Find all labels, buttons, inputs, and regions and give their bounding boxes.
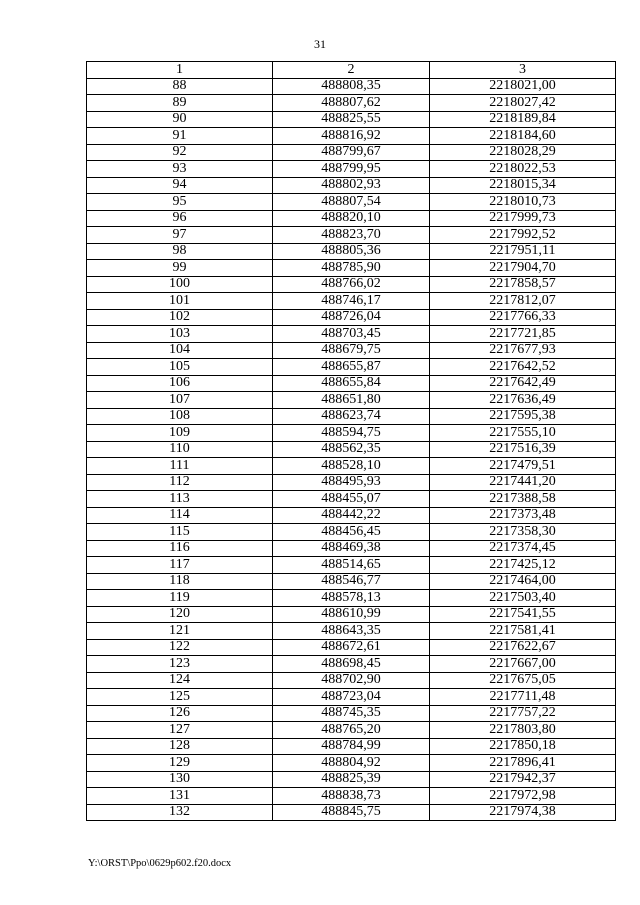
table-row — [87, 524, 616, 541]
point-number-cell: 111 — [87, 458, 273, 475]
table-row — [87, 177, 616, 194]
table-row — [87, 705, 616, 722]
point-number-cell: 105 — [87, 359, 273, 376]
table-row — [87, 557, 616, 574]
x-coordinate-cell: 488698,45 — [273, 656, 430, 673]
page-number: 31 — [314, 37, 326, 51]
y-coordinate-cell: 2217999,73 — [430, 210, 616, 227]
y-coordinate-cell: 2217388,58 — [430, 491, 616, 508]
table-row — [87, 210, 616, 227]
y-coordinate-cell: 2218015,34 — [430, 177, 616, 194]
table-row — [87, 755, 616, 772]
x-coordinate-cell: 488655,87 — [273, 359, 430, 376]
point-number-cell: 117 — [87, 557, 273, 574]
footer-file-path: Y:\ORST\Ppo\0629p602.f20.docx — [88, 858, 232, 869]
y-coordinate-cell: 2217992,52 — [430, 227, 616, 244]
x-coordinate-cell: 488802,93 — [273, 177, 430, 194]
y-coordinate-cell: 2217642,52 — [430, 359, 616, 376]
table-row — [87, 309, 616, 326]
table-row — [87, 656, 616, 673]
y-coordinate-cell: 2217503,40 — [430, 590, 616, 607]
table-row — [87, 194, 616, 211]
table-row — [87, 639, 616, 656]
table-row — [87, 458, 616, 475]
point-number-cell: 120 — [87, 606, 273, 623]
column-header-2: 2 — [273, 62, 430, 79]
x-coordinate-cell: 488766,02 — [273, 276, 430, 293]
x-coordinate-cell: 488746,17 — [273, 293, 430, 310]
point-number-cell: 112 — [87, 474, 273, 491]
point-number-cell: 107 — [87, 392, 273, 409]
y-coordinate-cell: 2218028,29 — [430, 144, 616, 161]
y-coordinate-cell: 2218022,53 — [430, 161, 616, 178]
table-row — [87, 738, 616, 755]
y-coordinate-cell: 2217675,05 — [430, 672, 616, 689]
point-number-cell: 103 — [87, 326, 273, 343]
y-coordinate-cell: 2217850,18 — [430, 738, 616, 755]
y-coordinate-cell: 2217667,00 — [430, 656, 616, 673]
x-coordinate-cell: 488442,22 — [273, 507, 430, 524]
y-coordinate-cell: 2217803,80 — [430, 722, 616, 739]
x-coordinate-cell: 488845,75 — [273, 804, 430, 821]
y-coordinate-cell: 2217904,70 — [430, 260, 616, 277]
table-row — [87, 474, 616, 491]
x-coordinate-cell: 488702,90 — [273, 672, 430, 689]
x-coordinate-cell: 488726,04 — [273, 309, 430, 326]
table-row — [87, 573, 616, 590]
y-coordinate-cell: 2217464,00 — [430, 573, 616, 590]
point-number-cell: 109 — [87, 425, 273, 442]
point-number-cell: 108 — [87, 408, 273, 425]
table-row — [87, 722, 616, 739]
y-coordinate-cell: 2217766,33 — [430, 309, 616, 326]
point-number-cell: 128 — [87, 738, 273, 755]
point-number-cell: 122 — [87, 639, 273, 656]
x-coordinate-cell: 488807,62 — [273, 95, 430, 112]
table-header-row — [87, 62, 616, 79]
y-coordinate-cell: 2217555,10 — [430, 425, 616, 442]
y-coordinate-cell: 2217358,30 — [430, 524, 616, 541]
x-coordinate-cell: 488528,10 — [273, 458, 430, 475]
point-number-cell: 119 — [87, 590, 273, 607]
table-row — [87, 260, 616, 277]
point-number-cell: 92 — [87, 144, 273, 161]
coordinates-table — [86, 61, 616, 821]
x-coordinate-cell: 488610,99 — [273, 606, 430, 623]
point-number-cell: 126 — [87, 705, 273, 722]
x-coordinate-cell: 488679,75 — [273, 342, 430, 359]
y-coordinate-cell: 2217595,38 — [430, 408, 616, 425]
x-coordinate-cell: 488643,35 — [273, 623, 430, 640]
table-row — [87, 276, 616, 293]
x-coordinate-cell: 488594,75 — [273, 425, 430, 442]
y-coordinate-cell: 2217373,48 — [430, 507, 616, 524]
table-row — [87, 425, 616, 442]
y-coordinate-cell: 2217581,41 — [430, 623, 616, 640]
x-coordinate-cell: 488804,92 — [273, 755, 430, 772]
point-number-cell: 93 — [87, 161, 273, 178]
y-coordinate-cell: 2217516,39 — [430, 441, 616, 458]
x-coordinate-cell: 488469,38 — [273, 540, 430, 557]
table-row — [87, 771, 616, 788]
x-coordinate-cell: 488495,93 — [273, 474, 430, 491]
x-coordinate-cell: 488578,13 — [273, 590, 430, 607]
x-coordinate-cell: 488546,77 — [273, 573, 430, 590]
point-number-cell: 102 — [87, 309, 273, 326]
point-number-cell: 95 — [87, 194, 273, 211]
point-number-cell: 114 — [87, 507, 273, 524]
point-number-cell: 91 — [87, 128, 273, 145]
x-coordinate-cell: 488514,65 — [273, 557, 430, 574]
x-coordinate-cell: 488562,35 — [273, 441, 430, 458]
table-row — [87, 788, 616, 805]
table-row — [87, 128, 616, 145]
table-row — [87, 359, 616, 376]
y-coordinate-cell: 2218189,84 — [430, 111, 616, 128]
point-number-cell: 115 — [87, 524, 273, 541]
x-coordinate-cell: 488808,35 — [273, 78, 430, 95]
x-coordinate-cell: 488785,90 — [273, 260, 430, 277]
point-number-cell: 104 — [87, 342, 273, 359]
y-coordinate-cell: 2218010,73 — [430, 194, 616, 211]
point-number-cell: 130 — [87, 771, 273, 788]
x-coordinate-cell: 488825,55 — [273, 111, 430, 128]
table-row — [87, 491, 616, 508]
column-header-1: 1 — [87, 62, 273, 79]
table-row — [87, 78, 616, 95]
table-row — [87, 408, 616, 425]
x-coordinate-cell: 488455,07 — [273, 491, 430, 508]
y-coordinate-cell: 2217374,45 — [430, 540, 616, 557]
table-row — [87, 606, 616, 623]
table-row — [87, 243, 616, 260]
point-number-cell: 132 — [87, 804, 273, 821]
point-number-cell: 125 — [87, 689, 273, 706]
point-number-cell: 96 — [87, 210, 273, 227]
table-row — [87, 326, 616, 343]
x-coordinate-cell: 488745,35 — [273, 705, 430, 722]
point-number-cell: 121 — [87, 623, 273, 640]
y-coordinate-cell: 2217974,38 — [430, 804, 616, 821]
table-row — [87, 293, 616, 310]
point-number-cell: 98 — [87, 243, 273, 260]
point-number-cell: 113 — [87, 491, 273, 508]
y-coordinate-cell: 2217721,85 — [430, 326, 616, 343]
x-coordinate-cell: 488820,10 — [273, 210, 430, 227]
table-row — [87, 507, 616, 524]
table-row — [87, 540, 616, 557]
point-number-cell: 106 — [87, 375, 273, 392]
y-coordinate-cell: 2217677,93 — [430, 342, 616, 359]
y-coordinate-cell: 2217942,37 — [430, 771, 616, 788]
x-coordinate-cell: 488825,39 — [273, 771, 430, 788]
y-coordinate-cell: 2218184,60 — [430, 128, 616, 145]
y-coordinate-cell: 2217479,51 — [430, 458, 616, 475]
x-coordinate-cell: 488816,92 — [273, 128, 430, 145]
table-row — [87, 672, 616, 689]
table-row — [87, 375, 616, 392]
y-coordinate-cell: 2218021,00 — [430, 78, 616, 95]
table-row — [87, 441, 616, 458]
point-number-cell: 90 — [87, 111, 273, 128]
table-row — [87, 804, 616, 821]
point-number-cell: 89 — [87, 95, 273, 112]
table-row — [87, 95, 616, 112]
y-coordinate-cell: 2217757,22 — [430, 705, 616, 722]
point-number-cell: 99 — [87, 260, 273, 277]
x-coordinate-cell: 488838,73 — [273, 788, 430, 805]
point-number-cell: 97 — [87, 227, 273, 244]
point-number-cell: 131 — [87, 788, 273, 805]
y-coordinate-cell: 2217951,11 — [430, 243, 616, 260]
x-coordinate-cell: 488799,95 — [273, 161, 430, 178]
point-number-cell: 88 — [87, 78, 273, 95]
point-number-cell: 118 — [87, 573, 273, 590]
column-header-3: 3 — [430, 62, 616, 79]
point-number-cell: 123 — [87, 656, 273, 673]
table-row — [87, 590, 616, 607]
point-number-cell: 124 — [87, 672, 273, 689]
x-coordinate-cell: 488723,04 — [273, 689, 430, 706]
point-number-cell: 116 — [87, 540, 273, 557]
x-coordinate-cell: 488456,45 — [273, 524, 430, 541]
y-coordinate-cell: 2217622,67 — [430, 639, 616, 656]
y-coordinate-cell: 2217425,12 — [430, 557, 616, 574]
x-coordinate-cell: 488651,80 — [273, 392, 430, 409]
table-row — [87, 111, 616, 128]
table-row — [87, 689, 616, 706]
x-coordinate-cell: 488765,20 — [273, 722, 430, 739]
x-coordinate-cell: 488655,84 — [273, 375, 430, 392]
y-coordinate-cell: 2217711,48 — [430, 689, 616, 706]
x-coordinate-cell: 488823,70 — [273, 227, 430, 244]
table-body — [87, 78, 616, 821]
y-coordinate-cell: 2217541,55 — [430, 606, 616, 623]
point-number-cell: 127 — [87, 722, 273, 739]
y-coordinate-cell: 2217858,57 — [430, 276, 616, 293]
y-coordinate-cell: 2217636,49 — [430, 392, 616, 409]
table-row — [87, 392, 616, 409]
point-number-cell: 100 — [87, 276, 273, 293]
table-row — [87, 161, 616, 178]
y-coordinate-cell: 2217972,98 — [430, 788, 616, 805]
table-row — [87, 342, 616, 359]
point-number-cell: 110 — [87, 441, 273, 458]
point-number-cell: 101 — [87, 293, 273, 310]
x-coordinate-cell: 488672,61 — [273, 639, 430, 656]
table-row — [87, 144, 616, 161]
y-coordinate-cell: 2217642,49 — [430, 375, 616, 392]
x-coordinate-cell: 488799,67 — [273, 144, 430, 161]
x-coordinate-cell: 488805,36 — [273, 243, 430, 260]
table-row — [87, 623, 616, 640]
x-coordinate-cell: 488784,99 — [273, 738, 430, 755]
y-coordinate-cell: 2217812,07 — [430, 293, 616, 310]
table-row — [87, 227, 616, 244]
y-coordinate-cell: 2218027,42 — [430, 95, 616, 112]
point-number-cell: 129 — [87, 755, 273, 772]
x-coordinate-cell: 488623,74 — [273, 408, 430, 425]
point-number-cell: 94 — [87, 177, 273, 194]
y-coordinate-cell: 2217896,41 — [430, 755, 616, 772]
x-coordinate-cell: 488703,45 — [273, 326, 430, 343]
x-coordinate-cell: 488807,54 — [273, 194, 430, 211]
y-coordinate-cell: 2217441,20 — [430, 474, 616, 491]
